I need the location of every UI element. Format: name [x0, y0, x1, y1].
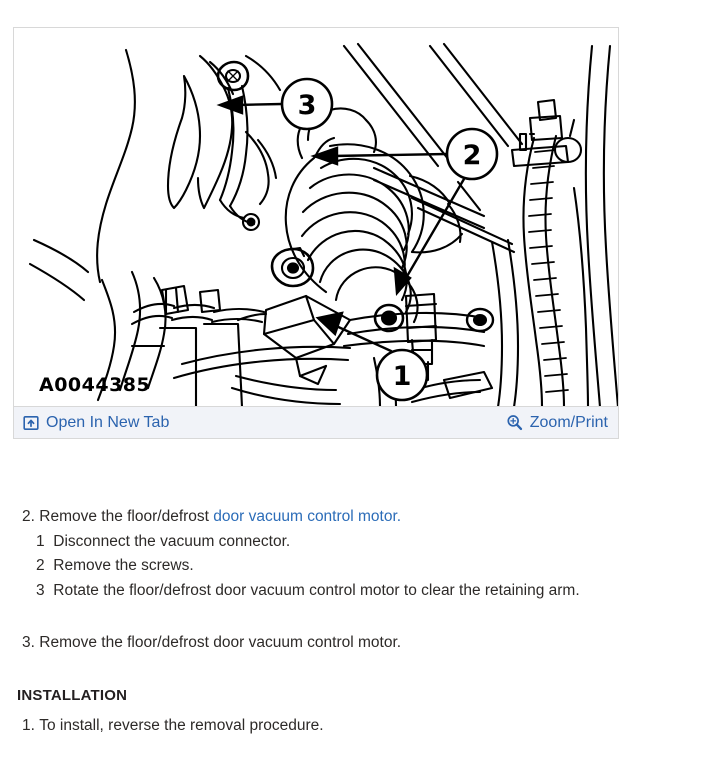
- substep-3-number: 3: [36, 581, 45, 599]
- step-2-text: Remove the floor/defrost: [39, 508, 214, 525]
- figure-toolbar: [14, 406, 618, 438]
- substep-1-text: Disconnect the vacuum connector.: [53, 532, 291, 550]
- substep-2-text: Remove the screws.: [53, 557, 194, 574]
- substep-1-number: 1: [36, 532, 45, 550]
- figure-image[interactable]: [14, 28, 618, 406]
- installation-step-1-text: To install, reverse the removal procedure.: [39, 717, 324, 734]
- substep-3: [0, 579, 707, 604]
- substep-1: [0, 530, 707, 555]
- open-in-new-tab-button[interactable]: [22, 414, 169, 431]
- substep-2-number: 2: [36, 557, 45, 574]
- magnifier-icon: [506, 414, 523, 431]
- door-vacuum-control-motor-link[interactable]: door vacuum control motor.: [213, 508, 402, 525]
- figure-id-label: A0044385: [39, 374, 151, 396]
- zoom-print-button[interactable]: [506, 414, 608, 431]
- open-in-new-tab-icon: [22, 414, 39, 431]
- step-3-number: 3.: [22, 634, 35, 651]
- substep-2: [0, 554, 707, 579]
- installation-heading: INSTALLATION: [17, 686, 128, 704]
- step-3: [0, 631, 707, 656]
- open-in-new-tab-label: Open In New Tab: [46, 413, 170, 431]
- step-3-text: Remove the floor/defrost door vacuum control motor.: [39, 634, 402, 651]
- installation-step-1: [0, 714, 707, 739]
- installation-step-1-number: 1.: [22, 717, 35, 734]
- vacuum-control-motor-diagram: [14, 28, 618, 406]
- callout-3-label: 3: [297, 90, 317, 121]
- figure-panel: [13, 27, 619, 439]
- text-spacer-2: [0, 656, 707, 684]
- procedure-text: [0, 505, 707, 739]
- callout-2-label: 2: [462, 140, 482, 171]
- zoom-print-label: Zoom/Print: [529, 413, 608, 431]
- callout-1-label: 1: [392, 361, 412, 392]
- text-spacer-1: [0, 603, 707, 631]
- step-2-number: 2.: [22, 508, 35, 525]
- step-2: [0, 505, 707, 530]
- substep-3-text: Rotate the floor/defrost door vacuum control motor to clear the retaining arm.: [53, 581, 580, 599]
